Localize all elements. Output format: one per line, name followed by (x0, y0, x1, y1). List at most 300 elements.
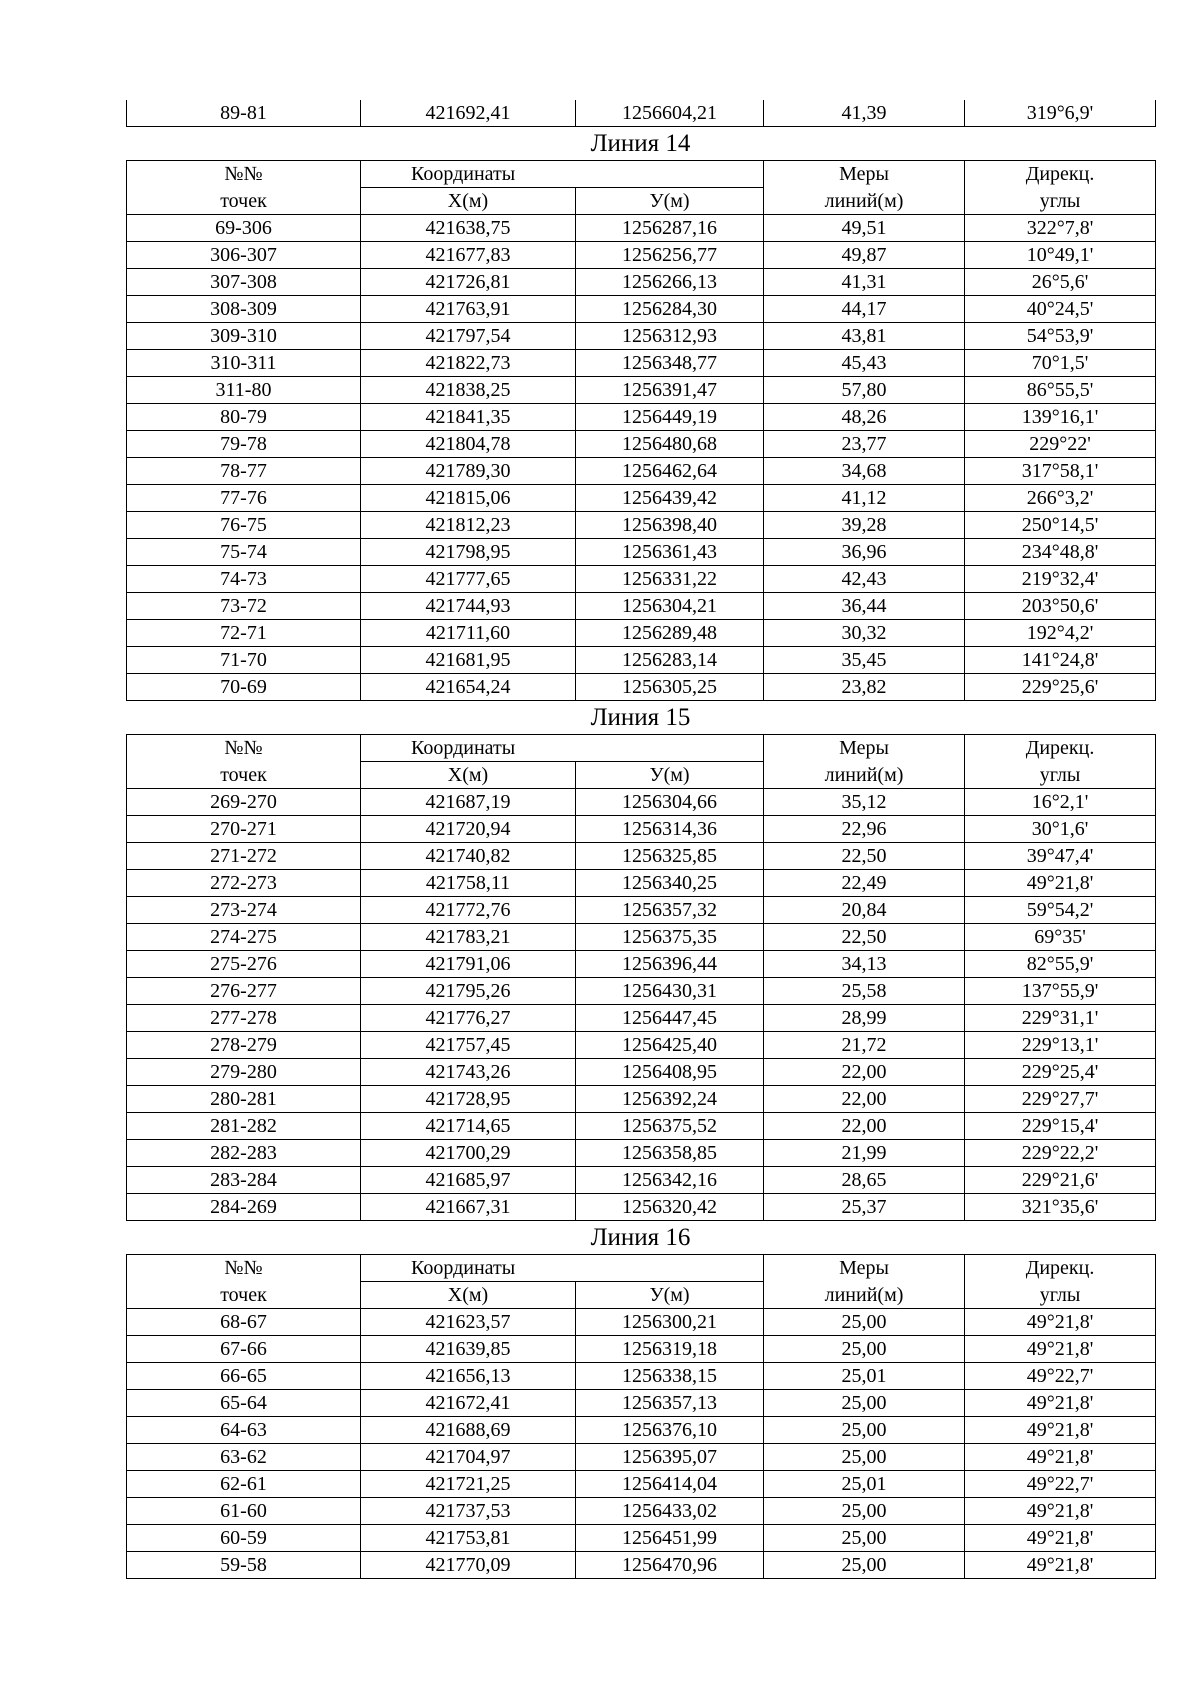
header-row-bottom (127, 1282, 1156, 1309)
table-row (127, 816, 1156, 843)
cell-y: 1256395,07 (576, 1444, 764, 1471)
cell-x: 421777,65 (361, 566, 576, 593)
cell-angle: 86°55,5' (965, 377, 1156, 404)
cell-y: 1256358,85 (576, 1140, 764, 1167)
cell-points: 74-73 (127, 566, 361, 593)
table-row (127, 1417, 1156, 1444)
table-row (127, 269, 1156, 296)
cell-x: 421692,41 (361, 100, 576, 127)
cell-angle: 30°1,6' (965, 816, 1156, 843)
cell-length: 45,43 (764, 350, 965, 377)
cell-y: 1256348,77 (576, 350, 764, 377)
cell-x: 421797,54 (361, 323, 576, 350)
coordinates-table (126, 160, 1156, 701)
cell-x: 421795,26 (361, 978, 576, 1005)
cell-points: 73-72 (127, 593, 361, 620)
cell-x: 421687,19 (361, 789, 576, 816)
cell-length: 25,01 (764, 1471, 965, 1498)
cell-x: 421758,11 (361, 870, 576, 897)
header-coordinates: Координаты (361, 161, 764, 188)
cell-y: 1256284,30 (576, 296, 764, 323)
cell-x: 421667,31 (361, 1194, 576, 1221)
cell-points: 65-64 (127, 1390, 361, 1417)
cell-points: 277-278 (127, 1005, 361, 1032)
cell-points: 71-70 (127, 647, 361, 674)
cell-points: 273-274 (127, 897, 361, 924)
header-measures-top: Меры (764, 1255, 965, 1282)
cell-y: 1256304,66 (576, 789, 764, 816)
section-title: Линия 14 (590, 130, 691, 157)
cell-points: 80-79 (127, 404, 361, 431)
cell-x: 421772,76 (361, 897, 576, 924)
table-row (127, 1336, 1156, 1363)
cell-points: 60-59 (127, 1525, 361, 1552)
cell-x: 421728,95 (361, 1086, 576, 1113)
cell-angle: 229°22,2' (965, 1140, 1156, 1167)
table-row (127, 951, 1156, 978)
cell-length: 20,84 (764, 897, 965, 924)
header-direction-bottom: углы (965, 188, 1156, 215)
cell-angle: 49°22,7' (965, 1363, 1156, 1390)
cell-points: 270-271 (127, 816, 361, 843)
cell-length: 25,58 (764, 978, 965, 1005)
cell-x: 421688,69 (361, 1417, 576, 1444)
table-row (127, 789, 1156, 816)
cell-y: 1256266,13 (576, 269, 764, 296)
header-x: X(м) (361, 1282, 576, 1309)
coordinates-table (126, 1254, 1156, 1579)
cell-y: 1256470,96 (576, 1552, 764, 1579)
cell-length: 34,13 (764, 951, 965, 978)
table-row (127, 978, 1156, 1005)
cell-y: 1256314,36 (576, 816, 764, 843)
cell-angle: 49°21,8' (965, 1390, 1156, 1417)
table-row (127, 620, 1156, 647)
cell-points: 89-81 (127, 100, 361, 127)
cell-angle: 229°13,1' (965, 1032, 1156, 1059)
cell-length: 35,45 (764, 647, 965, 674)
cell-angle: 137°55,9' (965, 978, 1156, 1005)
cell-y: 1256449,19 (576, 404, 764, 431)
table-row (127, 512, 1156, 539)
cell-length: 22,96 (764, 816, 965, 843)
table-row (127, 674, 1156, 701)
header-y: У(м) (576, 1282, 764, 1309)
cell-length: 25,00 (764, 1498, 965, 1525)
header-direction-top: Дирекц. (965, 161, 1156, 188)
cell-angle: 192°4,2' (965, 620, 1156, 647)
cell-length: 49,87 (764, 242, 965, 269)
cell-length: 25,01 (764, 1363, 965, 1390)
cell-points: 280-281 (127, 1086, 361, 1113)
cell-y: 1256451,99 (576, 1525, 764, 1552)
cell-points: 283-284 (127, 1167, 361, 1194)
cell-x: 421704,97 (361, 1444, 576, 1471)
cell-points: 64-63 (127, 1417, 361, 1444)
cell-angle: 70°1,5' (965, 350, 1156, 377)
table-row (127, 1525, 1156, 1552)
cell-length: 25,00 (764, 1309, 965, 1336)
cell-angle: 229°21,6' (965, 1167, 1156, 1194)
cell-angle: 39°47,4' (965, 843, 1156, 870)
cell-length: 28,99 (764, 1005, 965, 1032)
cell-y: 1256305,25 (576, 674, 764, 701)
header-measures-bottom: линий(м) (764, 1282, 965, 1309)
cell-length: 39,28 (764, 512, 965, 539)
cell-y: 1256392,24 (576, 1086, 764, 1113)
cell-x: 421654,24 (361, 674, 576, 701)
table-row (127, 924, 1156, 951)
table-row (127, 1552, 1156, 1579)
cell-y: 1256414,04 (576, 1471, 764, 1498)
cell-y: 1256357,13 (576, 1390, 764, 1417)
table-row (127, 1498, 1156, 1525)
cell-length: 23,77 (764, 431, 965, 458)
cell-angle: 49°21,8' (965, 1525, 1156, 1552)
cell-length: 41,31 (764, 269, 965, 296)
cell-y: 1256447,45 (576, 1005, 764, 1032)
cell-length: 22,00 (764, 1086, 965, 1113)
cell-x: 421770,09 (361, 1552, 576, 1579)
cell-angle: 229°27,7' (965, 1086, 1156, 1113)
cell-x: 421822,73 (361, 350, 576, 377)
cell-angle: 82°55,9' (965, 951, 1156, 978)
cell-length: 22,50 (764, 924, 965, 951)
table-row (127, 566, 1156, 593)
cell-y: 1256439,42 (576, 485, 764, 512)
cell-angle: 49°21,8' (965, 1498, 1156, 1525)
header-direction-bottom: углы (965, 762, 1156, 789)
cell-x: 421763,91 (361, 296, 576, 323)
table-row (127, 1363, 1156, 1390)
cell-angle: 141°24,8' (965, 647, 1156, 674)
cell-points: 59-58 (127, 1552, 361, 1579)
document-page (126, 100, 1155, 1579)
cell-angle: 322°7,8' (965, 215, 1156, 242)
cell-x: 421700,29 (361, 1140, 576, 1167)
header-x: X(м) (361, 188, 576, 215)
cell-points: 284-269 (127, 1194, 361, 1221)
section-title: Линия 15 (590, 704, 691, 731)
cell-y: 1256338,15 (576, 1363, 764, 1390)
header-measures-top: Меры (764, 161, 965, 188)
table-row (127, 897, 1156, 924)
table-row (127, 100, 1156, 127)
cell-points: 272-273 (127, 870, 361, 897)
cell-x: 421623,57 (361, 1309, 576, 1336)
cell-length: 43,81 (764, 323, 965, 350)
cell-points: 278-279 (127, 1032, 361, 1059)
cell-length: 22,49 (764, 870, 965, 897)
continued-table-fragment (126, 100, 1156, 127)
cell-points: 79-78 (127, 431, 361, 458)
table-row (127, 1059, 1156, 1086)
cell-y: 1256361,43 (576, 539, 764, 566)
cell-y: 1256396,44 (576, 951, 764, 978)
cell-angle: 229°25,6' (965, 674, 1156, 701)
cell-points: 276-277 (127, 978, 361, 1005)
cell-angle: 49°21,8' (965, 1552, 1156, 1579)
cell-points: 281-282 (127, 1113, 361, 1140)
cell-points: 307-308 (127, 269, 361, 296)
cell-angle: 229°25,4' (965, 1059, 1156, 1086)
cell-x: 421726,81 (361, 269, 576, 296)
cell-y: 1256331,22 (576, 566, 764, 593)
cell-y: 1256462,64 (576, 458, 764, 485)
cell-length: 28,65 (764, 1167, 965, 1194)
cell-points: 309-310 (127, 323, 361, 350)
cell-angle: 234°48,8' (965, 539, 1156, 566)
cell-angle: 229°22' (965, 431, 1156, 458)
header-row-top (127, 1255, 1156, 1282)
table-row (127, 1113, 1156, 1140)
cell-length: 25,00 (764, 1525, 965, 1552)
cell-y: 1256604,21 (576, 100, 764, 127)
table-row (127, 593, 1156, 620)
cell-x: 421783,21 (361, 924, 576, 951)
cell-points: 274-275 (127, 924, 361, 951)
cell-x: 421681,95 (361, 647, 576, 674)
cell-length: 57,80 (764, 377, 965, 404)
cell-length: 23,82 (764, 674, 965, 701)
header-points-bottom: точек (127, 188, 361, 215)
header-coordinates: Координаты (361, 735, 764, 762)
cell-y: 1256304,21 (576, 593, 764, 620)
table-row (127, 242, 1156, 269)
cell-x: 421720,94 (361, 816, 576, 843)
cell-x: 421672,41 (361, 1390, 576, 1417)
cell-angle: 139°16,1' (965, 404, 1156, 431)
cell-points: 310-311 (127, 350, 361, 377)
header-y: У(м) (576, 762, 764, 789)
cell-length: 25,00 (764, 1390, 965, 1417)
table-row (127, 1309, 1156, 1336)
cell-points: 63-62 (127, 1444, 361, 1471)
cell-x: 421757,45 (361, 1032, 576, 1059)
cell-length: 41,12 (764, 485, 965, 512)
cell-length: 36,96 (764, 539, 965, 566)
cell-angle: 40°24,5' (965, 296, 1156, 323)
cell-y: 1256375,35 (576, 924, 764, 951)
cell-x: 421714,65 (361, 1113, 576, 1140)
table-row (127, 1444, 1156, 1471)
cell-angle: 49°21,8' (965, 1417, 1156, 1444)
header-direction-top: Дирекц. (965, 735, 1156, 762)
coordinates-table (126, 734, 1156, 1221)
cell-angle: 229°15,4' (965, 1113, 1156, 1140)
table-row (127, 350, 1156, 377)
cell-angle: 250°14,5' (965, 512, 1156, 539)
table-row (127, 215, 1156, 242)
cell-length: 49,51 (764, 215, 965, 242)
cell-length: 25,00 (764, 1552, 965, 1579)
header-x: X(м) (361, 762, 576, 789)
cell-x: 421789,30 (361, 458, 576, 485)
cell-x: 421753,81 (361, 1525, 576, 1552)
cell-angle: 49°21,8' (965, 1309, 1156, 1336)
cell-points: 279-280 (127, 1059, 361, 1086)
cell-x: 421638,75 (361, 215, 576, 242)
cell-length: 41,39 (764, 100, 965, 127)
cell-points: 61-60 (127, 1498, 361, 1525)
cell-angle: 69°35' (965, 924, 1156, 951)
cell-points: 67-66 (127, 1336, 361, 1363)
section-title: Линия 16 (590, 1224, 691, 1251)
cell-x: 421711,60 (361, 620, 576, 647)
cell-points: 311-80 (127, 377, 361, 404)
cell-y: 1256312,93 (576, 323, 764, 350)
cell-angle: 49°21,8' (965, 1444, 1156, 1471)
cell-length: 21,72 (764, 1032, 965, 1059)
cell-y: 1256425,40 (576, 1032, 764, 1059)
cell-x: 421815,06 (361, 485, 576, 512)
cell-y: 1256340,25 (576, 870, 764, 897)
cell-length: 22,50 (764, 843, 965, 870)
cell-x: 421737,53 (361, 1498, 576, 1525)
cell-angle: 317°58,1' (965, 458, 1156, 485)
cell-points: 308-309 (127, 296, 361, 323)
header-row-bottom (127, 188, 1156, 215)
table-row (127, 870, 1156, 897)
table-row (127, 323, 1156, 350)
cell-points: 271-272 (127, 843, 361, 870)
table-row (127, 431, 1156, 458)
cell-length: 22,00 (764, 1113, 965, 1140)
header-points-bottom: точек (127, 762, 361, 789)
cell-points: 282-283 (127, 1140, 361, 1167)
cell-y: 1256287,16 (576, 215, 764, 242)
table-row (127, 404, 1156, 431)
cell-angle: 26°5,6' (965, 269, 1156, 296)
cell-points: 62-61 (127, 1471, 361, 1498)
cell-x: 421685,97 (361, 1167, 576, 1194)
header-points-top: №№ (127, 1255, 361, 1282)
cell-y: 1256256,77 (576, 242, 764, 269)
cell-y: 1256376,10 (576, 1417, 764, 1444)
table-row (127, 843, 1156, 870)
cell-x: 421721,25 (361, 1471, 576, 1498)
cell-y: 1256408,95 (576, 1059, 764, 1086)
cell-y: 1256342,16 (576, 1167, 764, 1194)
cell-x: 421776,27 (361, 1005, 576, 1032)
cell-x: 421804,78 (361, 431, 576, 458)
cell-angle: 203°50,6' (965, 593, 1156, 620)
cell-points: 70-69 (127, 674, 361, 701)
header-points-top: №№ (127, 735, 361, 762)
cell-angle: 54°53,9' (965, 323, 1156, 350)
cell-points: 68-67 (127, 1309, 361, 1336)
cell-points: 72-71 (127, 620, 361, 647)
cell-angle: 49°22,7' (965, 1471, 1156, 1498)
cell-y: 1256398,40 (576, 512, 764, 539)
cell-y: 1256325,85 (576, 843, 764, 870)
header-measures-bottom: линий(м) (764, 762, 965, 789)
cell-angle: 219°32,4' (965, 566, 1156, 593)
cell-points: 269-270 (127, 789, 361, 816)
cell-length: 21,99 (764, 1140, 965, 1167)
header-measures-bottom: линий(м) (764, 188, 965, 215)
cell-points: 275-276 (127, 951, 361, 978)
cell-y: 1256357,32 (576, 897, 764, 924)
cell-y: 1256320,42 (576, 1194, 764, 1221)
table-row (127, 647, 1156, 674)
header-measures-top: Меры (764, 735, 965, 762)
cell-angle: 229°31,1' (965, 1005, 1156, 1032)
cell-angle: 319°6,9' (965, 100, 1156, 127)
header-coordinates: Координаты (361, 1255, 764, 1282)
cell-length: 25,00 (764, 1417, 965, 1444)
cell-length: 44,17 (764, 296, 965, 323)
table-row (127, 377, 1156, 404)
cell-angle: 49°21,8' (965, 1336, 1156, 1363)
cell-points: 76-75 (127, 512, 361, 539)
header-row-bottom (127, 762, 1156, 789)
cell-points: 75-74 (127, 539, 361, 566)
cell-x: 421740,82 (361, 843, 576, 870)
cell-length: 35,12 (764, 789, 965, 816)
cell-y: 1256300,21 (576, 1309, 764, 1336)
cell-points: 77-76 (127, 485, 361, 512)
table-row (127, 1005, 1156, 1032)
table-row (127, 1032, 1156, 1059)
header-row-top (127, 735, 1156, 762)
cell-points: 78-77 (127, 458, 361, 485)
header-points-bottom: точек (127, 1282, 361, 1309)
table-row (127, 1167, 1156, 1194)
cell-x: 421791,06 (361, 951, 576, 978)
cell-angle: 16°2,1' (965, 789, 1156, 816)
cell-y: 1256430,31 (576, 978, 764, 1005)
cell-x: 421743,26 (361, 1059, 576, 1086)
table-row (127, 1390, 1156, 1417)
table-row (127, 1086, 1156, 1113)
cell-x: 421656,13 (361, 1363, 576, 1390)
cell-length: 22,00 (764, 1059, 965, 1086)
table-row (127, 539, 1156, 566)
table-row (127, 458, 1156, 485)
cell-length: 25,00 (764, 1336, 965, 1363)
cell-points: 69-306 (127, 215, 361, 242)
cell-y: 1256433,02 (576, 1498, 764, 1525)
cell-length: 25,00 (764, 1444, 965, 1471)
cell-length: 25,37 (764, 1194, 965, 1221)
table-row (127, 1194, 1156, 1221)
sections-container (126, 127, 1155, 1579)
header-points-top: №№ (127, 161, 361, 188)
header-direction-top: Дирекц. (965, 1255, 1156, 1282)
cell-angle: 266°3,2' (965, 485, 1156, 512)
cell-y: 1256391,47 (576, 377, 764, 404)
header-y: У(м) (576, 188, 764, 215)
cell-length: 36,44 (764, 593, 965, 620)
cell-length: 42,43 (764, 566, 965, 593)
cell-y: 1256283,14 (576, 647, 764, 674)
cell-y: 1256289,48 (576, 620, 764, 647)
cell-x: 421639,85 (361, 1336, 576, 1363)
cell-y: 1256319,18 (576, 1336, 764, 1363)
cell-angle: 59°54,2' (965, 897, 1156, 924)
cell-angle: 321°35,6' (965, 1194, 1156, 1221)
cell-length: 30,32 (764, 620, 965, 647)
cell-x: 421677,83 (361, 242, 576, 269)
cell-angle: 49°21,8' (965, 870, 1156, 897)
cell-x: 421812,23 (361, 512, 576, 539)
cell-x: 421838,25 (361, 377, 576, 404)
header-row-top (127, 161, 1156, 188)
cell-points: 66-65 (127, 1363, 361, 1390)
cell-x: 421744,93 (361, 593, 576, 620)
cell-points: 306-307 (127, 242, 361, 269)
